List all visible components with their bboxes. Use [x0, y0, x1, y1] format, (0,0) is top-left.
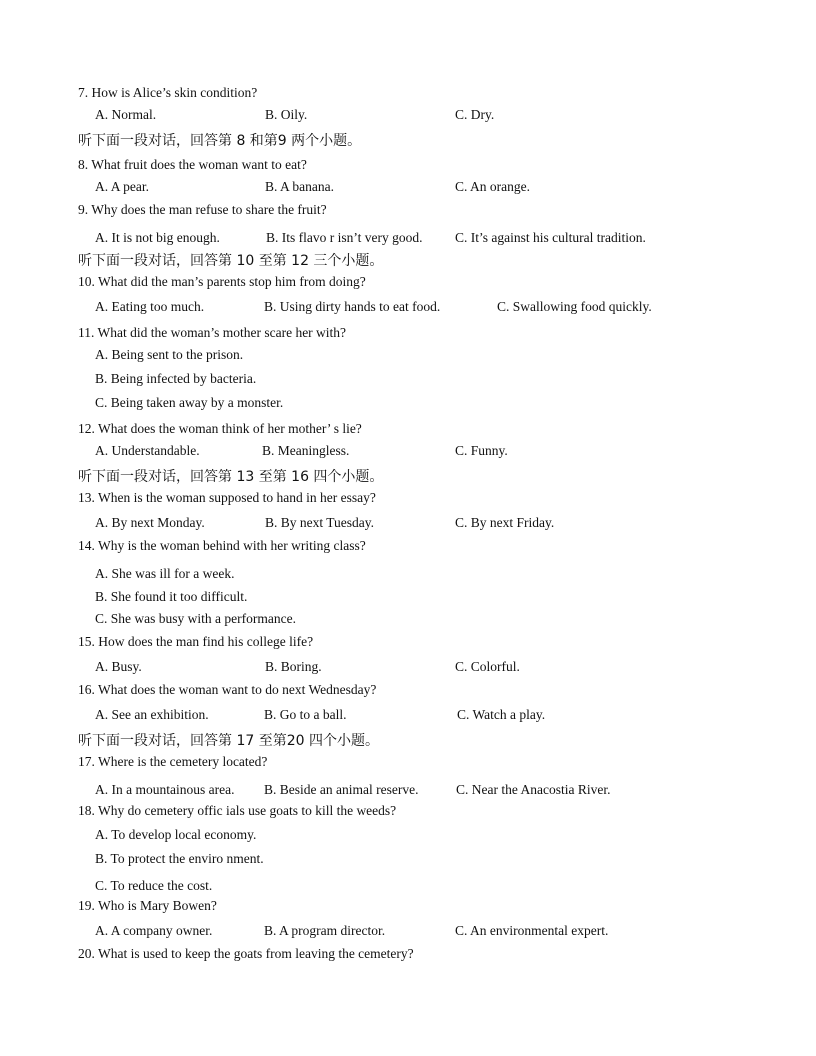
question-8-stem: 8. What fruit does the woman want to eat?	[78, 157, 307, 172]
question-11-option-a: A. Being sent to the prison.	[95, 347, 244, 362]
section-heading-17-20: 听下面一段对话，回答第 17 至第20 四个小题。	[78, 733, 379, 749]
question-17-option-a: A. In a mountainous area.	[95, 782, 235, 797]
section-heading-13-16: 听下面一段对话，回答第 13 至第 16 四个小题。	[78, 469, 384, 485]
question-15-option-c: C. Colorful.	[455, 659, 520, 674]
question-8-option-a: A. A pear.	[95, 179, 149, 194]
question-13-option-b: B. By next Tuesday.	[265, 515, 375, 530]
question-8-option-c: C. An orange.	[455, 179, 530, 194]
question-8-option-b: B. A banana.	[265, 179, 334, 194]
question-17-option-b: B. Beside an animal reserve.	[264, 782, 419, 797]
question-12-option-b: B. Meaningless.	[262, 443, 350, 458]
question-18-option-c: C. To reduce the cost.	[95, 878, 213, 893]
question-17-stem: 17. Where is the cemetery located?	[78, 754, 268, 769]
question-16-option-a: A. See an exhibition.	[95, 707, 209, 722]
question-15-stem: 15. How does the man find his college life?	[78, 634, 314, 649]
question-14-option-a: A. She was ill for a week.	[95, 566, 235, 581]
question-19-option-b: B. A program director.	[264, 923, 386, 938]
question-15-option-b: B. Boring.	[265, 659, 322, 674]
question-13-option-a: A. By next Monday.	[95, 515, 205, 530]
question-11-option-b: B. Being infected by bacteria.	[95, 371, 257, 386]
question-11-stem: 11. What did the woman’s mother scare her with?	[78, 325, 347, 340]
question-16-option-b: B. Go to a ball.	[264, 707, 347, 722]
question-9-stem: 9. Why does the man refuse to share the fruit?	[78, 202, 327, 217]
question-12-option-c: C. Funny.	[455, 443, 508, 458]
question-18-option-a: A. To develop local economy.	[95, 827, 257, 842]
question-20-stem: 20. What is used to keep the goats from leaving the cemetery?	[78, 946, 414, 961]
question-11-option-c: C. Being taken away by a monster.	[95, 395, 284, 410]
question-10-option-c: C. Swallowing food quickly.	[497, 299, 652, 314]
question-18-stem: 18. Why do cemetery offic ials use goats to kill the weeds?	[78, 803, 397, 818]
question-10-stem: 10. What did the man’s parents stop him from doing?	[78, 274, 366, 289]
section-heading-8-9: 听下面一段对话，回答第 8 和第9 两个小题。	[78, 133, 362, 149]
question-13-option-c: C. By next Friday.	[455, 515, 555, 530]
question-13-stem: 13. When is the woman supposed to hand in her essay?	[78, 490, 376, 505]
question-12-stem: 12. What does the woman think of her mother’ s lie?	[78, 421, 362, 436]
question-15-option-a: A. Busy.	[95, 659, 142, 674]
question-7-stem: 7. How is Alice’s skin condition?	[78, 85, 258, 100]
question-10-option-a: A. Eating too much.	[95, 299, 205, 314]
question-14-option-c: C. She was busy with a performance.	[95, 611, 296, 626]
question-12-option-a: A. Understandable.	[95, 443, 200, 458]
question-9-option-c: C. It’s against his cultural tradition.	[455, 230, 646, 245]
question-14-stem: 14. Why is the woman behind with her writing class?	[78, 538, 366, 553]
question-14-option-b: B. She found it too difficult.	[95, 589, 248, 604]
question-10-option-b: B. Using dirty hands to eat food.	[264, 299, 441, 314]
question-9-option-b: B. Its flavo r isn’t very good.	[266, 230, 423, 245]
question-7-option-c: C. Dry.	[455, 107, 495, 122]
section-heading-10-12: 听下面一段对话，回答第 10 至第 12 三个小题。	[78, 253, 384, 269]
question-17-option-c: C. Near the Anacostia River.	[456, 782, 611, 797]
question-18-option-b: B. To protect the enviro nment.	[95, 851, 264, 866]
question-9-option-a: A. It is not big enough.	[95, 230, 220, 245]
question-19-stem: 19. Who is Mary Bowen?	[78, 898, 217, 913]
question-19-option-c: C. An environmental expert.	[455, 923, 609, 938]
question-16-stem: 16. What does the woman want to do next Wednesday?	[78, 682, 377, 697]
question-19-option-a: A. A company owner.	[95, 923, 213, 938]
question-7-option-b: B. Oily.	[265, 107, 308, 122]
question-16-option-c: C. Watch a play.	[457, 707, 546, 722]
question-7-option-a: A. Normal.	[95, 107, 157, 122]
